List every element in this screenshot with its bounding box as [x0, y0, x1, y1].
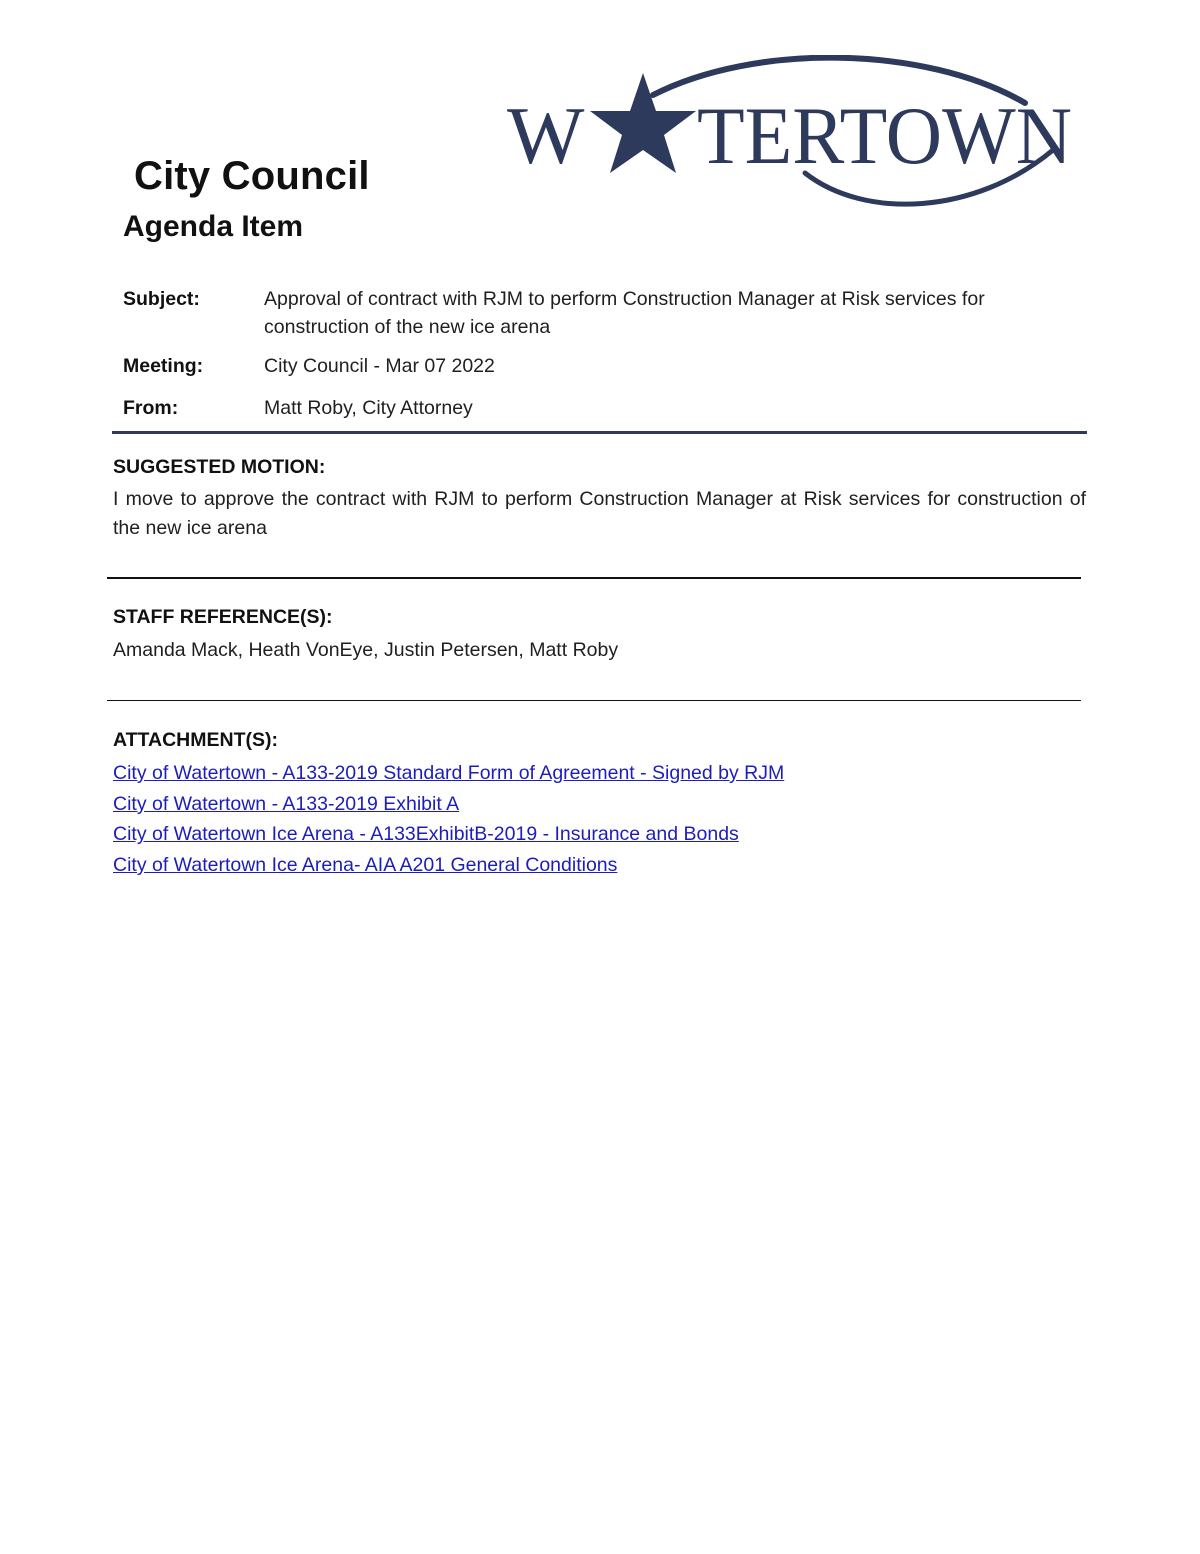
meeting-label: Meeting: [123, 355, 204, 377]
attachment-link[interactable]: City of Watertown - A133-2019 Standard Form of Agreement - Signed by RJM [113, 762, 785, 784]
logo-letter-w: W [507, 90, 585, 181]
attachment-link[interactable]: City of Watertown Ice Arena- AIA A201 General Conditions [113, 854, 618, 877]
staff-divider [107, 700, 1081, 701]
subject-row [123, 285, 1073, 343]
page-subtitle: Agenda Item [123, 210, 304, 243]
from-label: From: [123, 397, 179, 419]
staff-heading: STAFF REFERENCE(S): [113, 606, 333, 628]
motion-divider [107, 577, 1081, 579]
attachments-list [113, 758, 784, 881]
motion-heading: SUGGESTED MOTION: [113, 456, 326, 478]
from-value: Matt Roby, City Attorney [264, 397, 473, 419]
page-title: City Council [134, 154, 370, 198]
motion-text: I move to approve the contract with RJM to perform Construction Manager at Risk services for construction of the new ice arena [113, 488, 1086, 539]
logo-wordmark: TERTOWN [697, 90, 1072, 181]
watertown-logo [505, 55, 1080, 215]
attachment-link[interactable]: City of Watertown - A133-2019 Exhibit A [113, 792, 460, 815]
attachments-heading: ATTACHMENT(S): [113, 729, 278, 751]
from-row [123, 394, 1073, 422]
meeting-value: City Council - Mar 07 2022 [264, 355, 495, 377]
star-icon [590, 73, 696, 173]
header-divider [112, 431, 1087, 434]
subject-label: Subject: [123, 288, 200, 310]
staff-text: Amanda Mack, Heath VonEye, Justin Petersen, Matt Roby [113, 639, 619, 661]
attachment-link[interactable]: City of Watertown Ice Arena - A133ExhibitB-2019 - Insurance and Bonds [113, 823, 739, 846]
subject-value: Approval of contract with RJM to perform Construction Manager at Risk services for construction of the new ice arena [264, 288, 985, 338]
meeting-row [123, 352, 1073, 380]
